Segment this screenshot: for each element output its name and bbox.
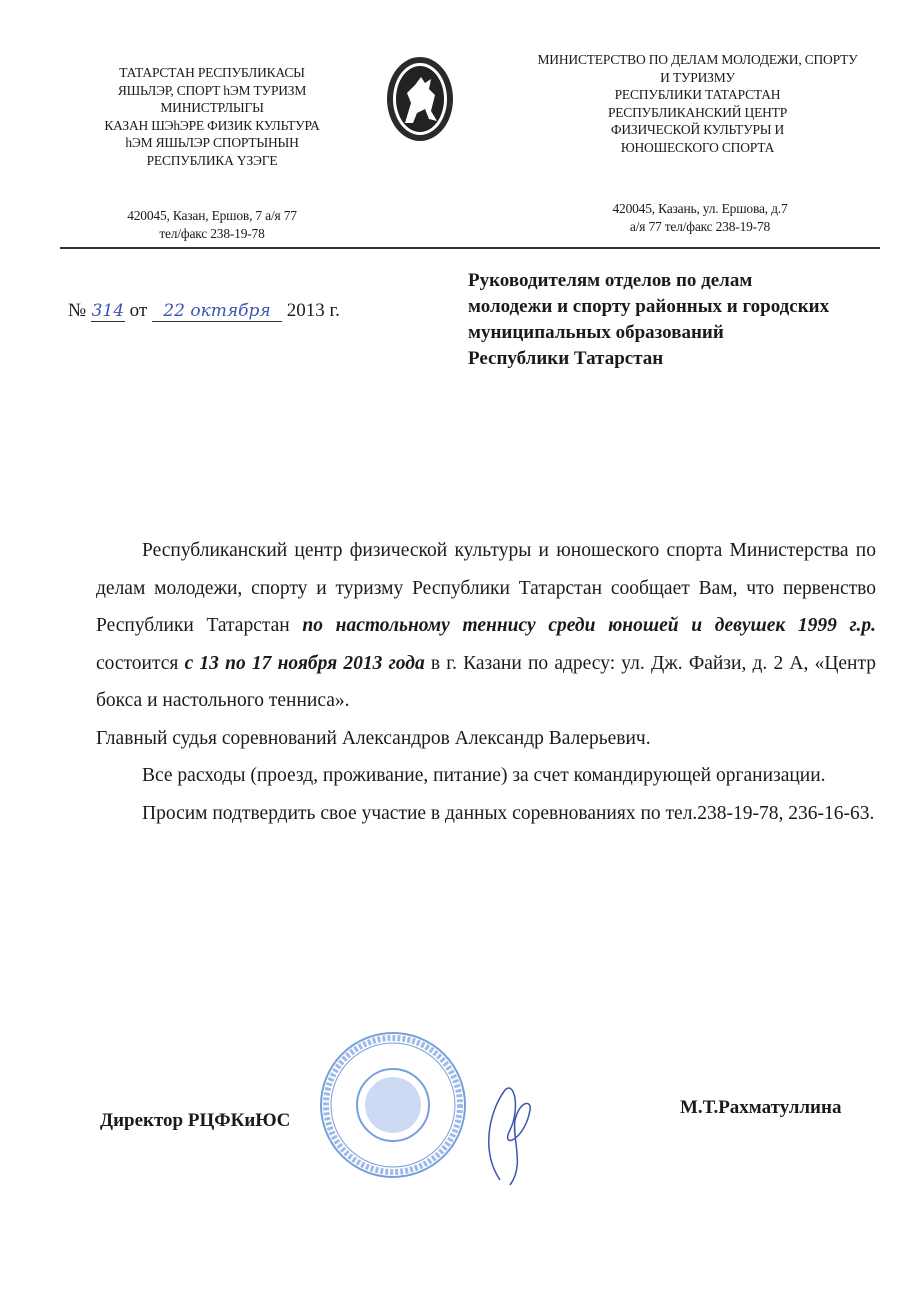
right-org-block <box>500 51 895 156</box>
right-org-line: И ТУРИЗМУ <box>660 69 735 85</box>
letter-body <box>96 532 876 832</box>
addressee-line: молодежи и спорту районных и городских <box>468 296 830 317</box>
from-label: от <box>129 300 148 321</box>
right-address-line: 420045, Казань, ул. Ершова, д.7 <box>612 201 788 216</box>
addressee-line: Республики Татарстан <box>468 348 664 369</box>
document-date: 22 октября <box>152 301 282 322</box>
header-divider <box>60 247 880 249</box>
addressee-line: муниципальных образований <box>468 322 724 343</box>
right-org-line: РЕСПУБЛИКИ ТАТАРСТАН <box>614 87 781 102</box>
right-org-line: МИНИСТЕРСТВО ПО ДЕЛАМ МОЛОДЕЖИ, СПОРТУ <box>537 52 858 67</box>
addressee-line: Руководителям отделов по делам <box>468 270 753 291</box>
document-reference <box>68 300 340 322</box>
handwritten-signature-icon <box>470 1070 540 1190</box>
right-address-line: а/я 77 тел/факс 238-19-78 <box>629 218 771 234</box>
left-org-block <box>72 64 352 169</box>
left-org-line: hЭМ ЯШЬЛЭР СПОРТЫНЫН <box>125 135 299 150</box>
text: в г. Казани по адресу: ул. Дж. Файзи, д. 2 А, «Центр бокса и настольного тенниса». <box>96 652 877 711</box>
event-name: по настольному теннису среди юношей и девушек 1999 г.р. <box>302 615 876 636</box>
left-address-line: тел/факс 238-19-78 <box>159 225 265 241</box>
paragraph-confirm: Просим подтвердить свое участие в данных соревнованиях по тел.238-19-78, 236-16-63. <box>142 802 875 824</box>
addressee <box>468 268 829 372</box>
text: Республиканский центр физической культуры и юношеского спорта Министерства по делам молодежи, спорту и туризму Республики Татарстан сообщает Вам, что первенство Республики Татарстан <box>96 540 876 636</box>
text: состоится <box>96 652 185 674</box>
right-org-line: РЕСПУБЛИКАНСКИЙ ЦЕНТР <box>607 104 788 120</box>
left-org-line: РЕСПУБЛИКА YЗЭГЕ <box>146 152 278 168</box>
paragraph-expenses: Все расходы (проезд, проживание, питание) за счет командирующей организации. <box>142 765 826 786</box>
left-org-line: ЯШЬЛЭР, СПОРТ hЭМ ТУРИЗМ <box>117 82 307 98</box>
paragraph-announcement <box>96 532 876 720</box>
paragraph-judge: Главный судья соревнований Александров Александр Валерьевич. <box>96 727 651 749</box>
official-stamp-icon <box>318 1030 468 1180</box>
document-year: 2013 г. <box>286 300 340 321</box>
right-org-line: ФИЗИЧЕСКОЙ КУЛЬТУРЫ И <box>610 122 785 137</box>
signatory-name: М.Т.Рахматуллина <box>680 1097 842 1118</box>
right-address <box>520 200 880 235</box>
left-org-line: ТАТАРСТАН РЕСПУБЛИКАСЫ <box>119 65 305 80</box>
event-dates: с 13 по 17 ноября 2013 года <box>184 652 425 674</box>
left-address <box>72 207 352 242</box>
document-number: 314 <box>91 301 125 321</box>
left-org-line: КАЗАН ШЭhЭРЕ ФИЗИК КУЛЬТУРА <box>104 117 320 133</box>
left-org-line: МИНИСТРЛЫГЫ <box>160 100 264 115</box>
signatory-title: Директор РЦФКиЮС <box>100 1110 291 1131</box>
tatarstan-emblem-icon <box>385 55 455 143</box>
left-address-line: 420045, Казан, Ершов, 7 а/я 77 <box>127 208 297 223</box>
number-label: № <box>68 300 87 321</box>
right-org-line: ЮНОШЕСКОГО СПОРТА <box>620 139 775 155</box>
